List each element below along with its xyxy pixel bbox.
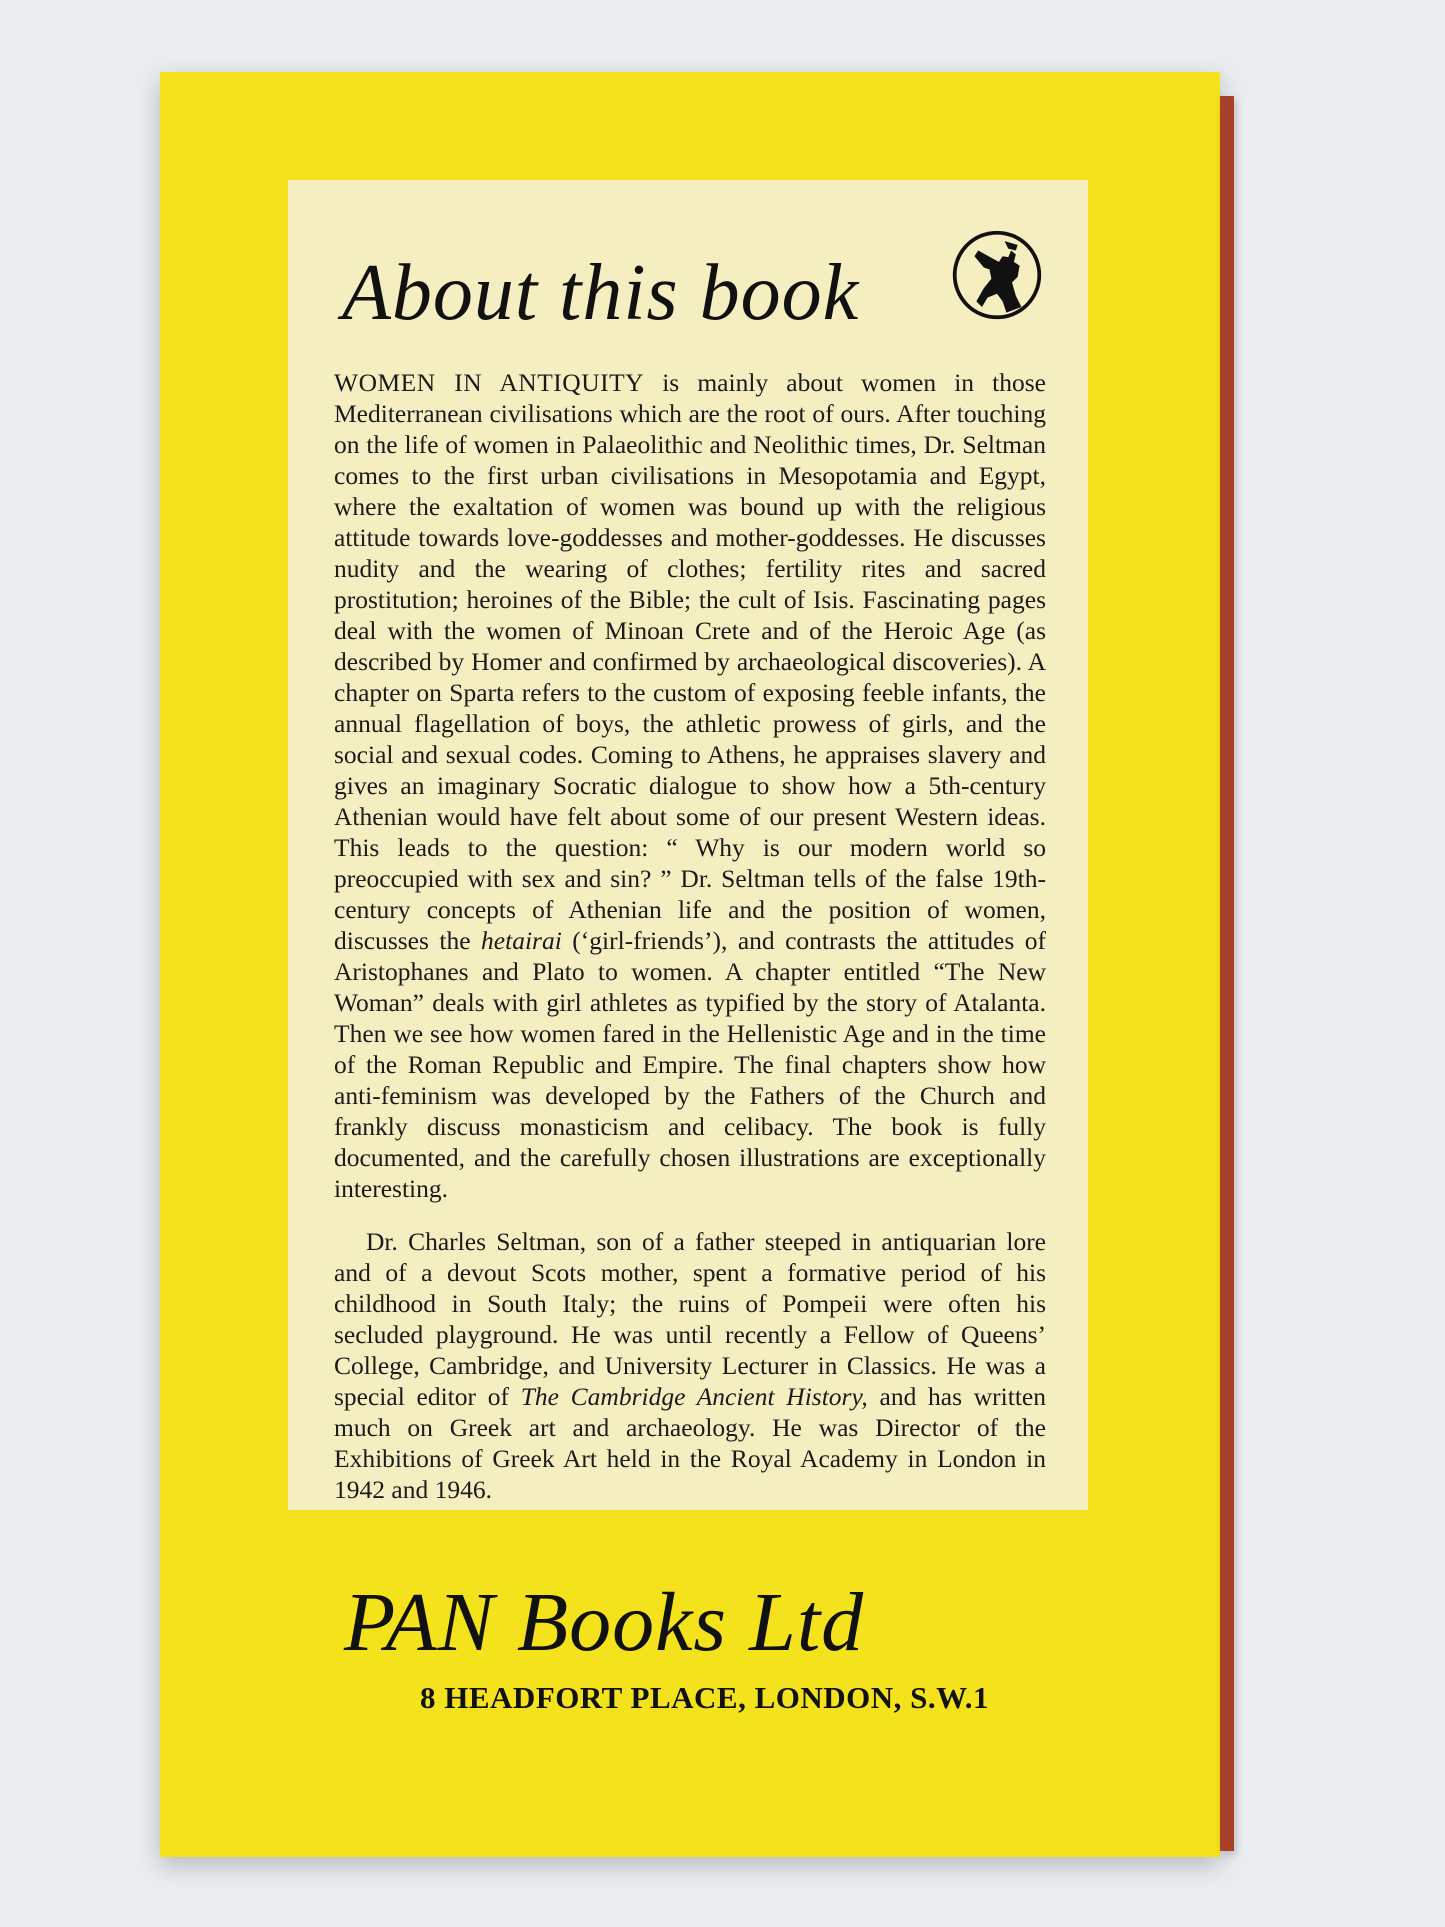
cambridge-history-title: The Cambridge Ancient History, xyxy=(520,1382,868,1411)
author-bio-part2: and has written much on Greek art and archaeology. He was Director of the Exhibitions of Greek Art held in the Royal Academy in London in 1942 and 1946. xyxy=(334,1382,1046,1504)
author-bio-part1: Dr. Charles Seltman, son of a father steeped in antiquarian lore and of a devout Scots mother, spent a formative period of his childhood in South Italy; the ruins of Pompeii were often his secluded playground. He was until recently a Fellow of Queens’ College, Cambridge, and University Lecturer in Classics. He was a special editor of xyxy=(334,1227,1046,1411)
book-title-caps: WOMEN IN ANTIQUITY xyxy=(334,368,645,397)
publisher-name: PAN Books Ltd xyxy=(344,1576,865,1669)
book-description xyxy=(334,367,1046,1505)
book-spine-edge xyxy=(1220,96,1234,1851)
about-panel xyxy=(288,180,1088,1510)
pan-piper-logo-icon xyxy=(950,228,1044,322)
publisher-address: 8 HEADFORT PLACE, LONDON, S.W.1 xyxy=(420,1680,990,1715)
about-heading: About this book xyxy=(342,249,860,337)
hetairai-term: hetairai xyxy=(481,926,562,955)
description-text-part1: is mainly about women in those Mediterranean civilisations which are the root of ours. After touching on the life of women in Palaeolithic and Neolithic times, Dr. Seltman comes to the first urban civilisations in Mesopotamia and Egypt, where the exaltation of women was bound up with the religious attitude towards love-goddesses and mother-goddesses. He discusses nudity and the wearing of clothes; fertility rites and sacred prostitution; heroines of the Bible; the cult of Isis. Fascinating pages deal with the women of Minoan Crete and of the Heroic Age (as described by Homer and confirmed by archaeological discoveries). A chapter on Sparta refers to the custom of exposing feeble infants, the annual flagellation of boys, the athletic prowess of girls, and the social and sexual codes. Coming to Athens, he appraises slavery and gives an imaginary Socratic dialogue to show how a 5th-century Athenian would have felt about some of our present Western ideas. This leads to the question: “ Why is our modern world so preoccupied with sex and sin? ” Dr. Seltman tells of the false 19th-century concepts of Athenian life and the position of women, discusses the xyxy=(334,368,1046,955)
description-paragraph xyxy=(334,367,1046,1204)
description-text-part2: (‘girl-friends’), and contrasts the attitudes of Aristophanes and Plato to women. A chapter entitled “The New Woman” deals with girl athletes as typified by the story of Atalanta. Then we see how women fared in the Hellenistic Age and in the time of the Roman Republic and Empire. The final chapters show how anti-feminism was developed by the Fathers of the Church and frankly discuss monasticism and celibacy. The book is fully documented, and the carefully chosen illustrations are exceptionally interesting. xyxy=(334,926,1047,1203)
author-bio-paragraph xyxy=(334,1226,1046,1505)
